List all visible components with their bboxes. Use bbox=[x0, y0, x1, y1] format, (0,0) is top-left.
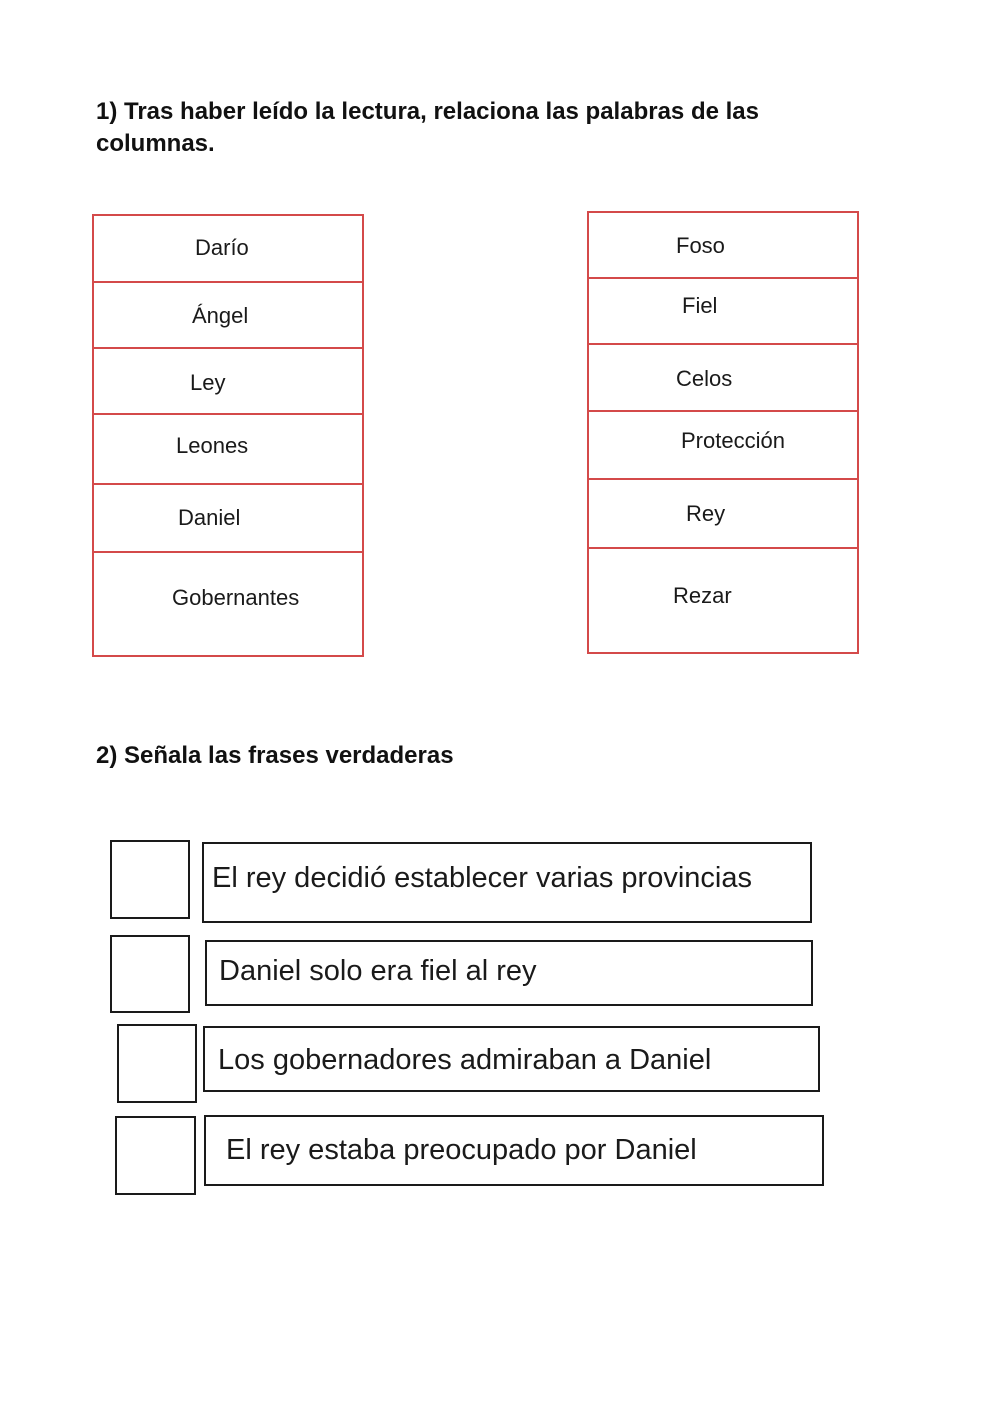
right-word: Rey bbox=[686, 501, 726, 526]
statement-checkbox[interactable] bbox=[115, 1116, 196, 1195]
left-cell[interactable] bbox=[94, 281, 362, 347]
left-cell[interactable] bbox=[94, 347, 362, 413]
right-cell[interactable] bbox=[589, 410, 857, 478]
right-cell[interactable] bbox=[589, 213, 857, 277]
left-cell[interactable] bbox=[94, 483, 362, 551]
right-word-column bbox=[587, 211, 859, 654]
statement-checkbox[interactable] bbox=[110, 840, 190, 919]
right-word: Foso bbox=[676, 233, 725, 258]
left-cell[interactable] bbox=[94, 413, 362, 483]
statement-checkbox[interactable] bbox=[110, 935, 190, 1013]
statement-text: El rey estaba preocupado por Daniel bbox=[226, 1134, 697, 1166]
left-word: Ángel bbox=[192, 303, 249, 328]
right-cell[interactable] bbox=[589, 547, 857, 652]
statement-box bbox=[202, 842, 812, 923]
right-word: Rezar bbox=[673, 583, 732, 608]
question-2-title: 2) Señala las frases verdaderas bbox=[96, 742, 454, 769]
statement-box bbox=[203, 1026, 820, 1092]
right-word: Celos bbox=[676, 366, 733, 391]
statement-text: Daniel solo era fiel al rey bbox=[219, 955, 537, 987]
statement-checkbox[interactable] bbox=[117, 1024, 197, 1103]
left-cell[interactable] bbox=[94, 216, 362, 281]
right-word: Protección bbox=[681, 428, 785, 453]
statement-box bbox=[205, 940, 813, 1006]
left-word: Leones bbox=[176, 433, 249, 458]
left-word: Gobernantes bbox=[172, 585, 300, 610]
right-cell[interactable] bbox=[589, 343, 857, 410]
statement-text: El rey decidió establecer varias provincias bbox=[212, 862, 752, 894]
left-word: Ley bbox=[190, 370, 226, 395]
statement-text: Los gobernadores admiraban a Daniel bbox=[218, 1044, 712, 1076]
left-cell[interactable] bbox=[94, 551, 362, 655]
left-word: Daniel bbox=[178, 505, 241, 530]
left-word: Darío bbox=[195, 235, 249, 260]
left-word-column bbox=[92, 214, 364, 657]
question-1-title: 1) Tras haber leído la lectura, relaciona las palabras de las columnas. bbox=[96, 98, 759, 157]
right-cell[interactable] bbox=[589, 277, 857, 343]
statement-box bbox=[204, 1115, 824, 1186]
right-word: Fiel bbox=[682, 293, 718, 318]
right-cell[interactable] bbox=[589, 478, 857, 547]
